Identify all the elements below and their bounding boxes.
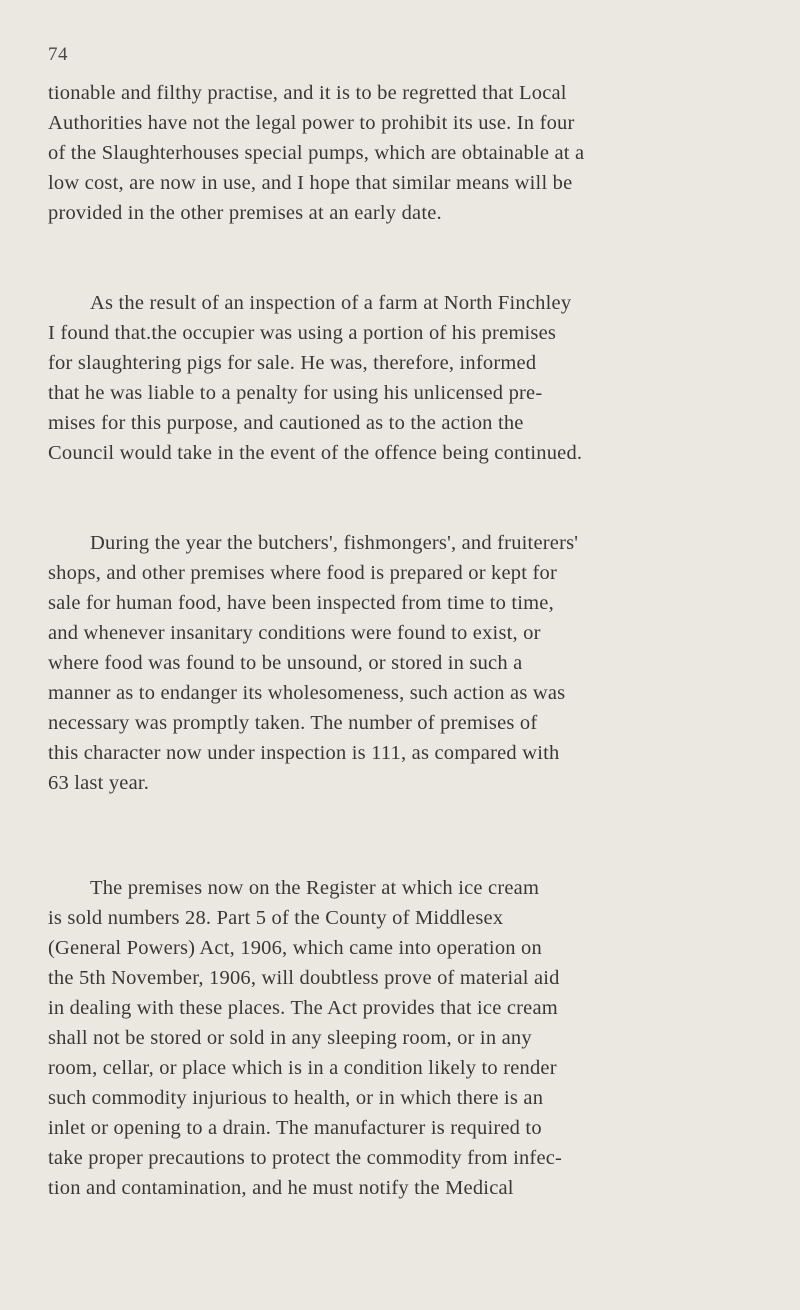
paragraph-ice-cream-register: [48, 873, 748, 1203]
body-text: [48, 78, 748, 1203]
text-line: 63 last year.: [48, 772, 150, 794]
text-line: and whenever insanitary conditions were found to exist, or: [48, 622, 541, 644]
text-line: shall not be stored or sold in any sleeping room, or in any: [48, 1027, 532, 1049]
text-line: that he was liable to a penalty for using his unlicensed pre-: [48, 382, 543, 404]
text-line: mises for this purpose, and cautioned as to the action the: [48, 412, 524, 434]
text-line: tion and contamination, and he must notify the Medical: [48, 1177, 514, 1199]
text-line: for slaughtering pigs for sale. He was, therefore, informed: [48, 352, 537, 374]
text-line: low cost, are now in use, and I hope that similar means will be: [48, 172, 573, 194]
text-line: in dealing with these places. The Act provides that ice cream: [48, 997, 558, 1019]
text-line: Authorities have not the legal power to prohibit its use. In four: [48, 112, 575, 134]
text-line: I found that.the occupier was using a portion of his premises: [48, 322, 557, 344]
text-line: shops, and other premises where food is prepared or kept for: [48, 562, 557, 584]
text-line: The premises now on the Register at which ice cream: [90, 877, 540, 899]
text-line: is sold numbers 28. Part 5 of the County of Middlesex: [48, 907, 504, 929]
text-line: this character now under inspection is 111, as compared with: [48, 742, 560, 764]
text-line: where food was found to be unsound, or stored in such a: [48, 652, 523, 674]
text-line: necessary was promptly taken. The number of premises of: [48, 712, 538, 734]
text-line: manner as to endanger its wholesomeness, such action as was: [48, 682, 566, 704]
paragraph-north-finchley-farm: [48, 288, 748, 468]
text-line: take proper precautions to protect the commodity from infec-: [48, 1147, 563, 1169]
text-line: room, cellar, or place which is in a condition likely to render: [48, 1057, 557, 1079]
text-line: As the result of an inspection of a farm at North Finchley: [90, 292, 572, 314]
text-line: inlet or opening to a drain. The manufacturer is required to: [48, 1117, 542, 1139]
text-line: (General Powers) Act, 1906, which came into operation on: [48, 937, 542, 959]
text-line: provided in the other premises at an early date.: [48, 202, 442, 224]
paragraph-slaughterhouse-pumps: [48, 78, 748, 228]
text-line: Council would take in the event of the offence being continued.: [48, 442, 583, 464]
text-line: During the year the butchers', fishmongers', and fruiterers': [90, 532, 579, 554]
text-line: such commodity injurious to health, or in which there is an: [48, 1087, 544, 1109]
text-line: sale for human food, have been inspected from time to time,: [48, 592, 554, 614]
text-line: of the Slaughterhouses special pumps, which are obtainable at a: [48, 142, 585, 164]
page-number: 74: [48, 44, 68, 65]
paragraph-food-premises-inspection: [48, 528, 748, 798]
text-line: the 5th November, 1906, will doubtless prove of material aid: [48, 967, 560, 989]
text-line: tionable and filthy practise, and it is to be regretted that Local: [48, 82, 567, 104]
